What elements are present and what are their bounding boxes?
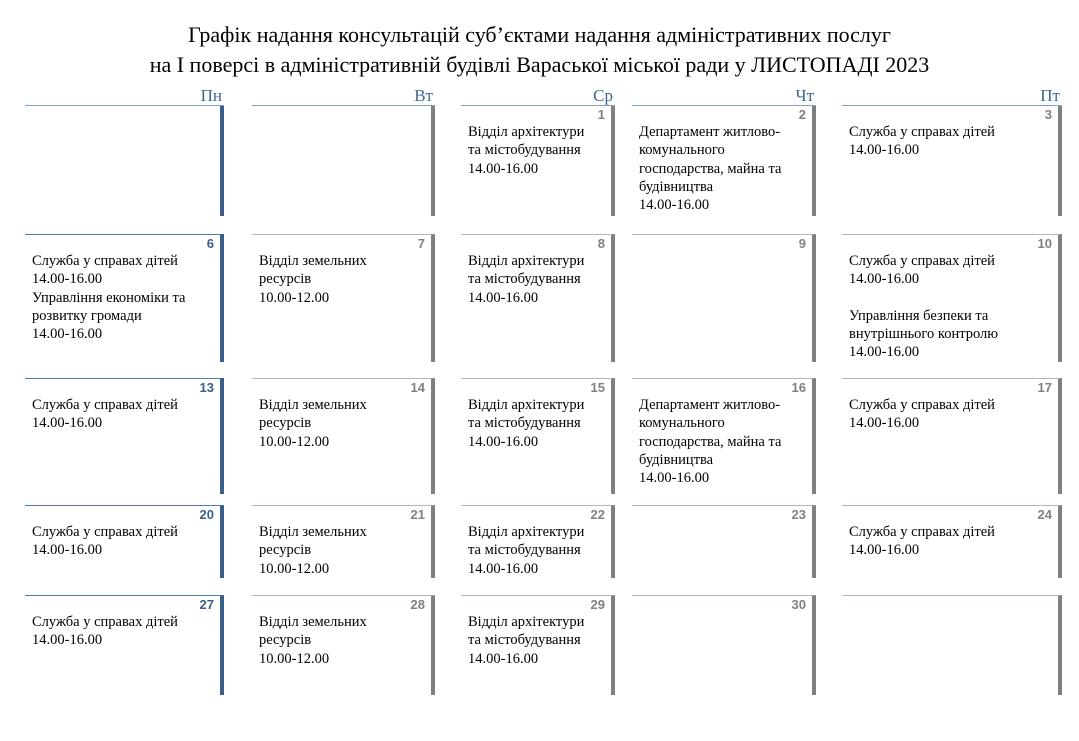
day-number: 9 [798,236,806,251]
consultation-text: Департамент житлово- комунального господарства, майна та будівництва 14.00-16.00 [639,124,782,214]
day-number: 21 [410,507,425,522]
consultation-text: Відділ архітектури та містобудування 14.00-16.00 [468,124,585,177]
calendar-day-cell [632,106,816,216]
consultation-text: Відділ архітектури та містобудування 14.00-16.00 [468,253,585,306]
day-number: 14 [410,380,425,395]
day-number: 22 [590,507,605,522]
consultation-text: Служба у справах дітей 14.00-16.00 [849,124,995,159]
day-number: 15 [590,380,605,395]
consultation-text: Служба у справах дітей 14.00-16.00 Управління економіки та розвитку громади 14.00-16.00 [32,253,186,343]
day-number: 2 [798,107,806,122]
consultation-text: Служба у справах дітей 14.00-16.00 [849,397,995,432]
day-number: 23 [791,507,806,522]
day-number: 17 [1037,380,1052,395]
calendar-day-cell [461,378,615,494]
calendar-day-cell [461,595,615,695]
calendar-day-cell [842,378,1062,494]
weekday-header: Чт [632,86,816,106]
day-number: 16 [791,380,806,395]
calendar-day-cell [25,505,224,578]
day-number: 29 [590,597,605,612]
consultation-text: Відділ архітектури та містобудування 14.00-16.00 [468,397,585,450]
consultation-text: Служба у справах дітей 14.00-16.00 [849,524,995,559]
weekday-header: Пт [842,86,1062,106]
consultation-text: Відділ земельних ресурсів 10.00-12.00 [259,524,367,577]
weekday-header: Вт [252,86,435,106]
day-number: 28 [410,597,425,612]
calendar-day-cell [842,234,1062,362]
consultation-text: Відділ земельних ресурсів 10.00-12.00 [259,614,367,667]
consultation-text: Відділ земельних ресурсів 10.00-12.00 [259,397,367,450]
consultation-text: Служба у справах дітей 14.00-16.00 Управління безпеки та внутрішнього контролю 14.00-16.00 [849,253,999,361]
day-number: 10 [1037,236,1052,251]
day-number: 3 [1044,107,1052,122]
day-number: 20 [199,507,214,522]
title-line-2: на І поверсі в адміністративній будівлі Вараської міської ради у ЛИСТОПАДІ 2023 [149,52,930,77]
calendar-day-cell [252,234,435,362]
calendar-day-cell [461,106,615,216]
calendar-day-cell [25,378,224,494]
calendar-day-cell [632,595,816,695]
calendar-day-cell [842,595,1062,695]
page-title [0,20,1079,80]
calendar-day-cell [842,505,1062,578]
day-number: 8 [597,236,605,251]
consultation-text: Відділ земельних ресурсів 10.00-12.00 [259,253,367,306]
consultation-text: Департамент житлово- комунального господарства, майна та будівництва 14.00-16.00 [639,397,782,487]
day-number: 1 [597,107,605,122]
calendar-day-cell [252,505,435,578]
consultation-text: Служба у справах дітей 14.00-16.00 [32,524,178,559]
calendar-day-cell [25,106,224,216]
consultation-text: Відділ архітектури та містобудування 14.00-16.00 [468,524,585,577]
weekday-header: Ср [461,86,615,106]
consultation-text: Служба у справах дітей 14.00-16.00 [32,614,178,649]
day-number: 24 [1037,507,1052,522]
consultation-text: Служба у справах дітей 14.00-16.00 [32,397,178,432]
calendar-day-cell [842,106,1062,216]
calendar-day-cell [252,378,435,494]
calendar-day-cell [25,234,224,362]
calendar-day-cell [252,106,435,216]
calendar-day-cell [632,505,816,578]
calendar-day-cell [461,234,615,362]
day-number: 13 [199,380,214,395]
day-number: 6 [206,236,214,251]
title-line-1: Графік надання консультацій суб’єктами надання адміністративних послуг [188,22,891,47]
calendar-day-cell [632,378,816,494]
day-number: 30 [791,597,806,612]
weekday-header: Пн [25,86,224,106]
consultation-text: Відділ архітектури та містобудування 14.00-16.00 [468,614,585,667]
calendar-day-cell [461,505,615,578]
calendar-day-cell [252,595,435,695]
calendar-day-cell [632,234,816,362]
day-number: 27 [199,597,214,612]
calendar-day-cell [25,595,224,695]
day-number: 7 [417,236,425,251]
